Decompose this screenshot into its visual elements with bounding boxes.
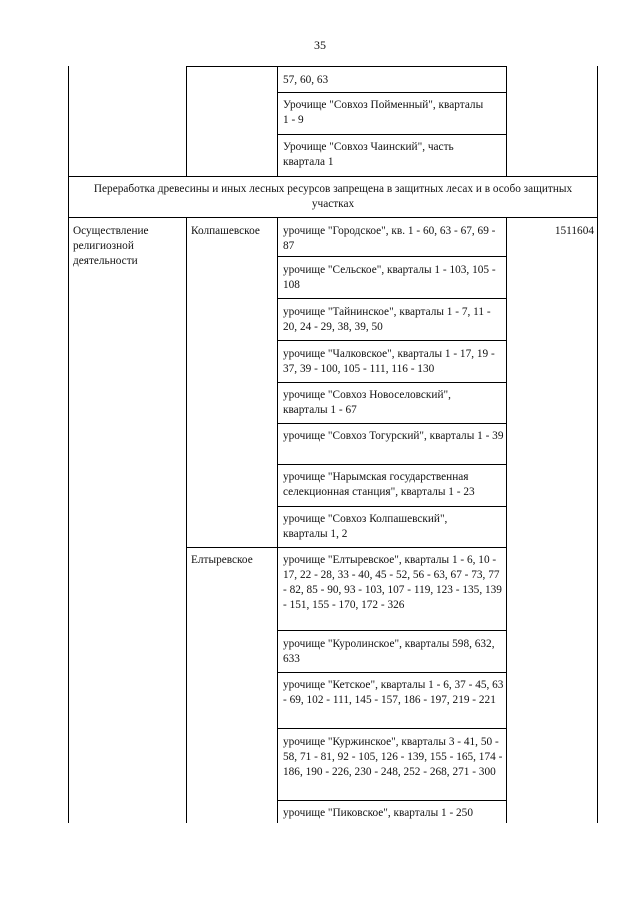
tract-cell: урочище "Пиковское", кварталы 1 - 250 — [283, 807, 473, 819]
tract-cell: урочище "Елтыревское", кварталы 1 - 6, 10 - 17, 22 - 28, 33 - 40, 45 - 52, 56 - 63, 67 - 73, 77 - 82, 85 - 90, 93 - 103, 107 - 119, 123 - 135, 139 - 151, 155 - 170, 172 - 326 — [283, 554, 502, 611]
section-title: Переработка древесины и иных лесных ресурсов запрещена в защитных лесах и в особо защитных участках — [93, 183, 573, 210]
row-divider — [186, 66, 506, 67]
tract-cell: урочище "Совхоз Новоселовский", кварталы 1 - 67 — [283, 389, 451, 416]
tract-cell: урочище "Нарымская государственная селекционная станция", кварталы 1 - 23 — [283, 471, 475, 498]
column-divider-3 — [506, 66, 507, 176]
row-divider — [277, 464, 506, 465]
tract-cell: урочище "Совхоз Тогурский", кварталы 1 - 39 — [283, 430, 504, 442]
page-number: 35 — [314, 38, 326, 52]
tract-cell: урочище "Тайнинское", кварталы 1 - 7, 11 - 20, 24 - 29, 38, 39, 50 — [283, 306, 491, 333]
column-divider-1 — [186, 66, 187, 176]
row-divider — [277, 92, 506, 93]
tract-cell: Урочище "Совхоз Чаинский", часть квартала 1 — [283, 141, 454, 168]
tract-cell: 57, 60, 63 — [283, 74, 329, 86]
row-divider — [277, 382, 506, 383]
row-divider — [277, 256, 506, 257]
forestry-name: Елтыревское — [191, 554, 253, 566]
row-divider — [186, 547, 506, 548]
activity-name: Осуществление религиозной деятельности — [73, 225, 149, 267]
area-value: 1511604 — [554, 225, 594, 237]
row-divider — [68, 176, 598, 177]
column-divider-3 — [506, 217, 507, 823]
tract-cell: урочище "Куролинское", кварталы 598, 632, 633 — [283, 638, 495, 665]
table-border-left — [68, 66, 69, 823]
tract-cell: урочище "Совхоз Колпашевский", кварталы 1, 2 — [283, 513, 448, 540]
tract-cell: Урочище "Совхоз Пойменный", кварталы 1 - 9 — [283, 99, 484, 126]
row-divider — [68, 217, 598, 218]
table-border-right — [597, 66, 598, 823]
tract-cell: урочище "Куржинское", кварталы 3 - 41, 50 - 58, 71 - 81, 92 - 105, 126 - 139, 155 - 165, 174 - 186, 190 - 226, 230 - 248, 252 - 268, 271 - 300 — [283, 736, 503, 778]
tract-cell: урочище "Сельское", кварталы 1 - 103, 105 - 108 — [283, 264, 496, 291]
row-divider — [277, 423, 506, 424]
tract-cell: урочище "Городское", кв. 1 - 60, 63 - 67, 69 - 87 — [283, 225, 496, 252]
row-divider — [277, 630, 506, 631]
column-divider-2 — [277, 217, 278, 823]
row-divider — [277, 672, 506, 673]
row-divider — [277, 298, 506, 299]
column-divider-2 — [277, 66, 278, 176]
row-divider — [277, 134, 506, 135]
row-divider — [277, 340, 506, 341]
forestry-name: Колпашевское — [191, 225, 260, 237]
row-divider — [277, 506, 506, 507]
tract-cell: урочище "Кетское", кварталы 1 - 6, 37 - 45, 63 - 69, 102 - 111, 145 - 157, 186 - 197, 219 - 221 — [283, 679, 504, 706]
tract-cell: урочище "Чалковское", кварталы 1 - 17, 19 - 37, 39 - 100, 105 - 111, 116 - 130 — [283, 348, 495, 375]
column-divider-1 — [186, 217, 187, 823]
row-divider — [277, 800, 506, 801]
row-divider — [277, 728, 506, 729]
